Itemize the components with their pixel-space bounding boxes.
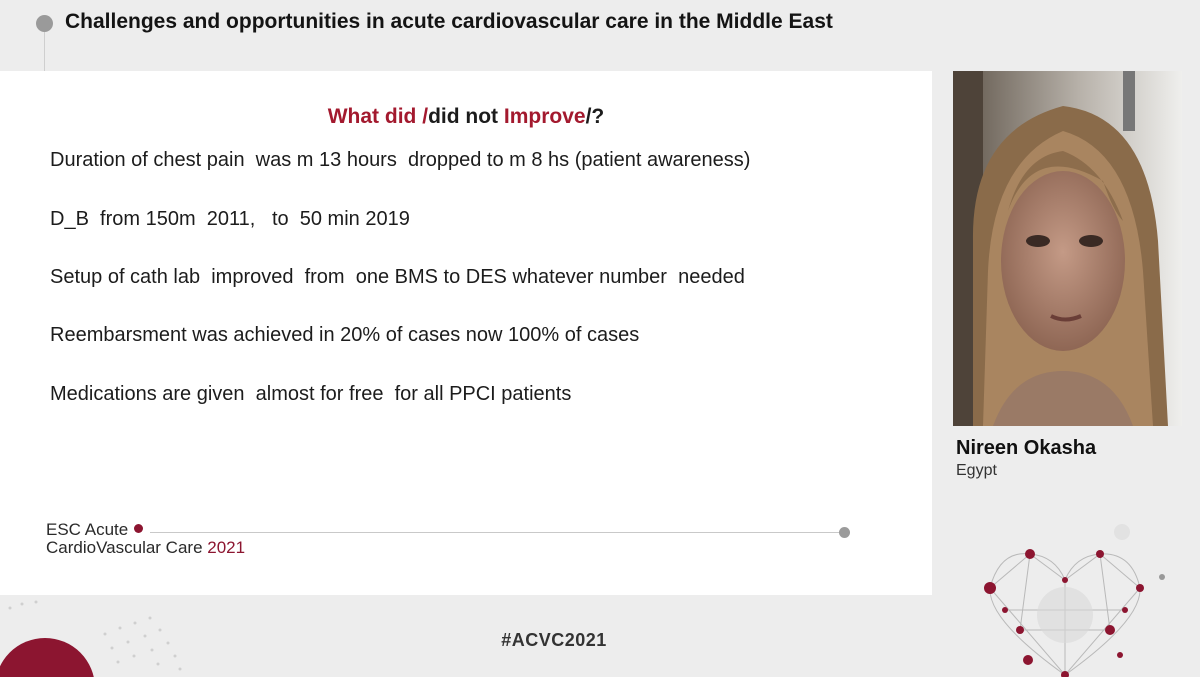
session-header — [0, 0, 1200, 48]
slide-bullet-chest-pain: Duration of chest pain was m 13 hours dropped to m 8 hs (patient awareness) — [50, 149, 751, 171]
slide-heading-improve: Improve — [503, 105, 586, 128]
slide-heading-what-did: What did / — [327, 105, 429, 128]
slide-heading-end: /? — [585, 105, 605, 128]
esc-logo-dot-icon — [134, 524, 143, 533]
speaker-video-illustration — [953, 71, 1182, 426]
header-connector-line — [44, 32, 45, 72]
slide-bullet-reimbursement: Reembarsment was achieved in 20% of cases now 100% of cases — [50, 324, 640, 346]
speaker-video-feed — [953, 71, 1182, 426]
esc-logo-year: 2021 — [207, 538, 246, 557]
slide-bullet-door-to-balloon: D_B from 150m 2011, to 50 min 2019 — [50, 208, 410, 230]
slide-heading — [0, 105, 932, 129]
slide-footer-line — [150, 532, 840, 533]
esc-logo-line1: ESC Acute — [46, 520, 129, 539]
presentation-slide — [0, 71, 932, 595]
event-hashtag: #ACVC2021 — [501, 630, 607, 650]
esc-logo-line2: CardioVascular Care — [46, 538, 208, 557]
slide-bullet-cath-lab: Setup of cath lab improved from one BMS to DES whatever number needed — [50, 266, 745, 288]
title-bullet-icon — [36, 15, 53, 32]
slide-heading-did-not: did not — [428, 105, 504, 128]
speaker-country: Egypt — [956, 462, 997, 479]
slide-bullet-medications: Medications are given almost for free for all PPCI patients — [50, 383, 572, 405]
session-title: Challenges and opportunities in acute cardiovascular care in the Middle East — [65, 10, 833, 33]
esc-acvc-logo — [46, 521, 245, 557]
speaker-name: Nireen Okasha — [956, 437, 1097, 459]
heart-network-logo-icon — [960, 520, 1170, 677]
slide-footer-end-dot — [839, 527, 850, 538]
